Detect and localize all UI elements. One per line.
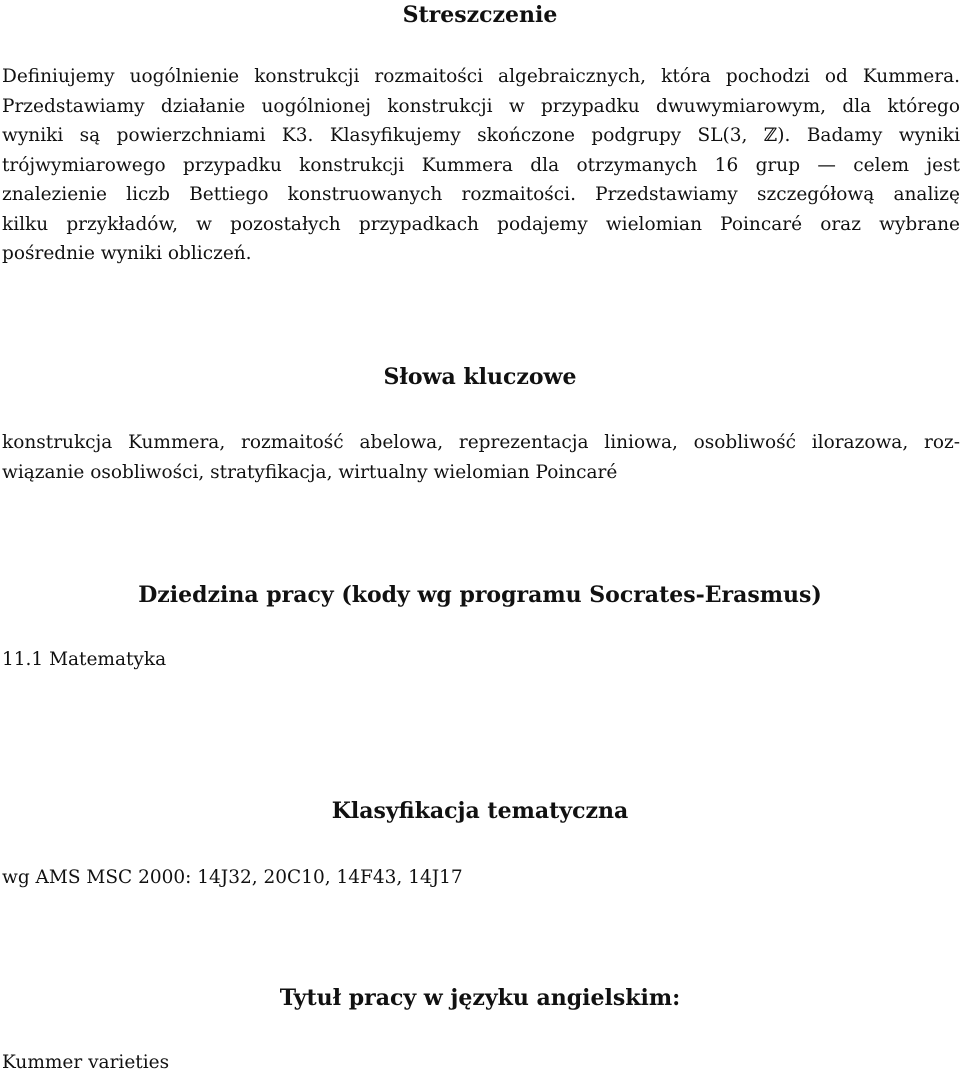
abstract-line: kilku przykładów, w pozostałych przypadkach podajemy wielomian Poincaré oraz wybrane — [2, 213, 960, 235]
keywords-paragraph — [2, 428, 960, 487]
abstract-line: Przedstawiamy działanie uogólnionej konstrukcji w przypadku dwuwymiarowym, dla którego — [2, 95, 960, 117]
classification-value: wg AMS MSC 2000: 14J32, 20C10, 14F43, 14J17 — [2, 867, 463, 888]
abstract-line: trójwymiarowego przypadku konstrukcji Kummera dla otrzymanych 16 grup — celem jest — [2, 154, 960, 176]
abstract-line: pośrednie wyniki obliczeń. — [2, 243, 252, 264]
abstract-line: znalezienie liczb Bettiego konstruowanych rozmaitości. Przedstawiamy szczegółową analizę — [2, 184, 960, 205]
keywords-line: konstrukcja Kummera, rozmaitość abelowa, reprezentacja liniowa, osobliwość ilorazowa, roz- — [2, 432, 960, 453]
abstract-heading: Streszczenie — [402, 2, 558, 28]
keywords-line: wiązanie osobliwości, stratyfikacja, wirtualny wielomian Poincaré — [2, 461, 618, 483]
english-title-heading: Tytuł pracy w języku angielskim: — [279, 985, 681, 1011]
english-title-value: Kummer varieties — [2, 1052, 170, 1073]
abstract-line: wyniki są powierzchniami K3. Klasyfikujemy skończone podgrupy SL(3, ℤ). Badamy wyniki — [2, 125, 960, 146]
abstract-paragraph — [2, 62, 960, 269]
field-heading: Dziedzina pracy (kody wg programu Socrates-Erasmus) — [138, 582, 822, 608]
abstract-line: Definiujemy uogólnienie konstrukcji rozmaitości algebraicznych, która pochodzi od Kummera. — [2, 66, 960, 87]
classification-heading: Klasyfikacja tematyczna — [331, 798, 629, 824]
field-value: 11.1 Matematyka — [2, 649, 167, 670]
keywords-heading: Słowa kluczowe — [383, 364, 577, 390]
